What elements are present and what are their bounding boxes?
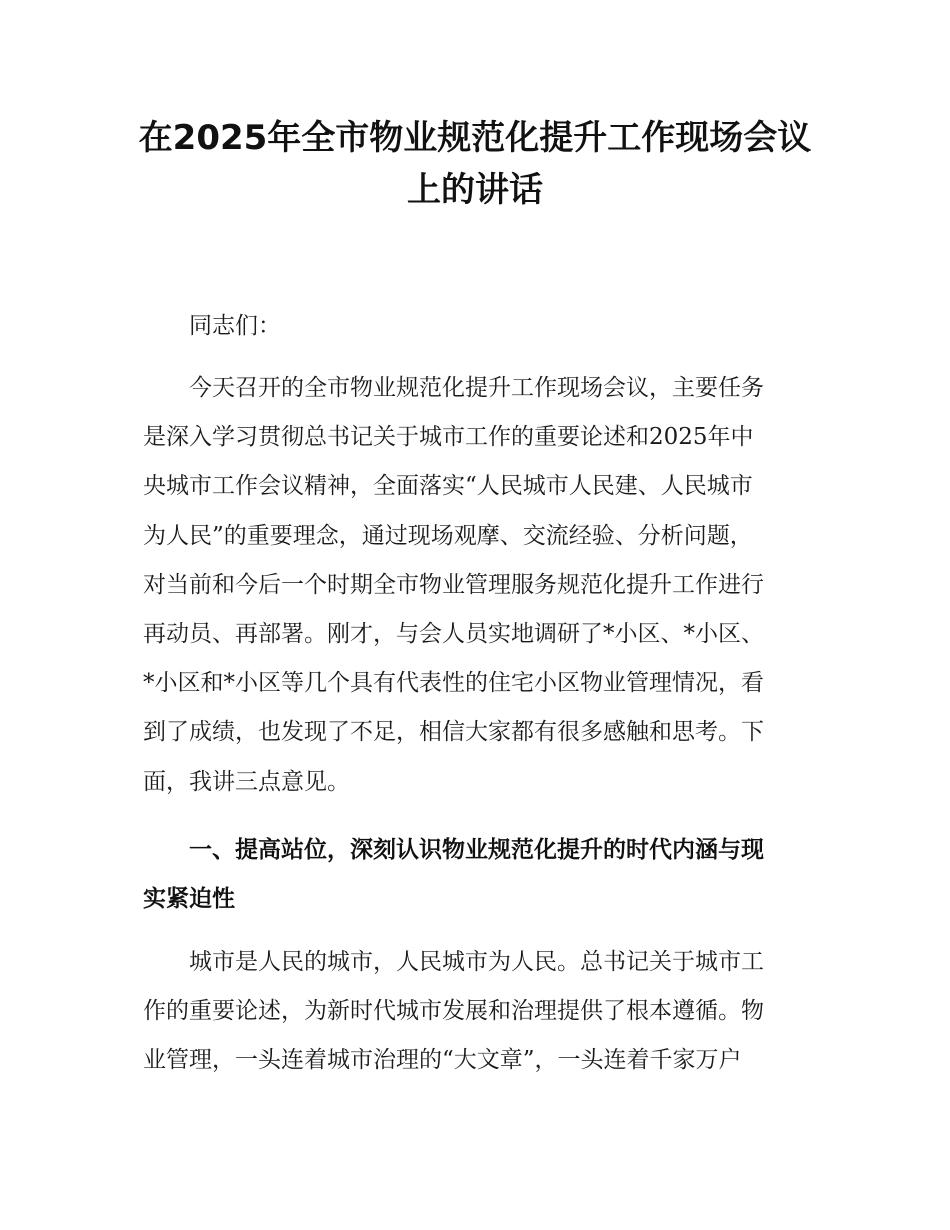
paragraph-opening [143, 364, 815, 807]
paragraph-line: *小区和*小区等几个具有代表性的住宅小区物业管理情况，看 [143, 670, 764, 697]
paragraph-line: 央城市工作会议精神，全面落实“人民城市人民建、人民城市 [143, 473, 753, 500]
salutation-text: 同志们： [189, 313, 281, 339]
paragraph-line: 面，我讲三点意见。 [143, 768, 350, 795]
title-line-2: 上的讲话 [407, 170, 543, 210]
paragraph-line: 作的重要论述，为新时代城市发展和治理提供了根本遵循。物 [143, 998, 764, 1025]
paragraph-line: 到了成绩，也发现了不足，相信大家都有很多感触和思考。下 [143, 719, 764, 746]
paragraph-line: 是深入学习贯彻总书记关于城市工作的重要论述和2025年中 [143, 424, 754, 451]
paragraph-line: 再动员、再部署。刚才，与会人员实地调研了*小区、*小区、 [143, 621, 764, 648]
paragraph-line: 业管理，一头连着城市治理的“大文章”，一头连着千家万户 [143, 1047, 742, 1074]
paragraph-line: 城市是人民的城市，人民城市为人民。总书记关于城市工 [189, 949, 764, 975]
heading-line: 一、提高站位，深刻认识物业规范化提升的时代内涵与现 [189, 837, 764, 863]
section-heading-1 [143, 826, 815, 924]
salutation [143, 302, 815, 351]
paragraph-section-1 [143, 938, 815, 1086]
paragraph-line: 今天召开的全市物业规范化提升工作现场会议，主要任务 [189, 375, 764, 401]
document-title [120, 112, 830, 216]
title-line-1: 在2025年全市物业规范化提升工作现场会议 [138, 118, 812, 158]
heading-line: 实紧迫性 [143, 886, 235, 913]
paragraph-line: 为人民”的重要理念，通过现场观摩、交流经验、分析问题， [143, 522, 753, 549]
paragraph-line: 对当前和今后一个时期全市物业管理服务规范化提升工作进行 [143, 571, 764, 598]
